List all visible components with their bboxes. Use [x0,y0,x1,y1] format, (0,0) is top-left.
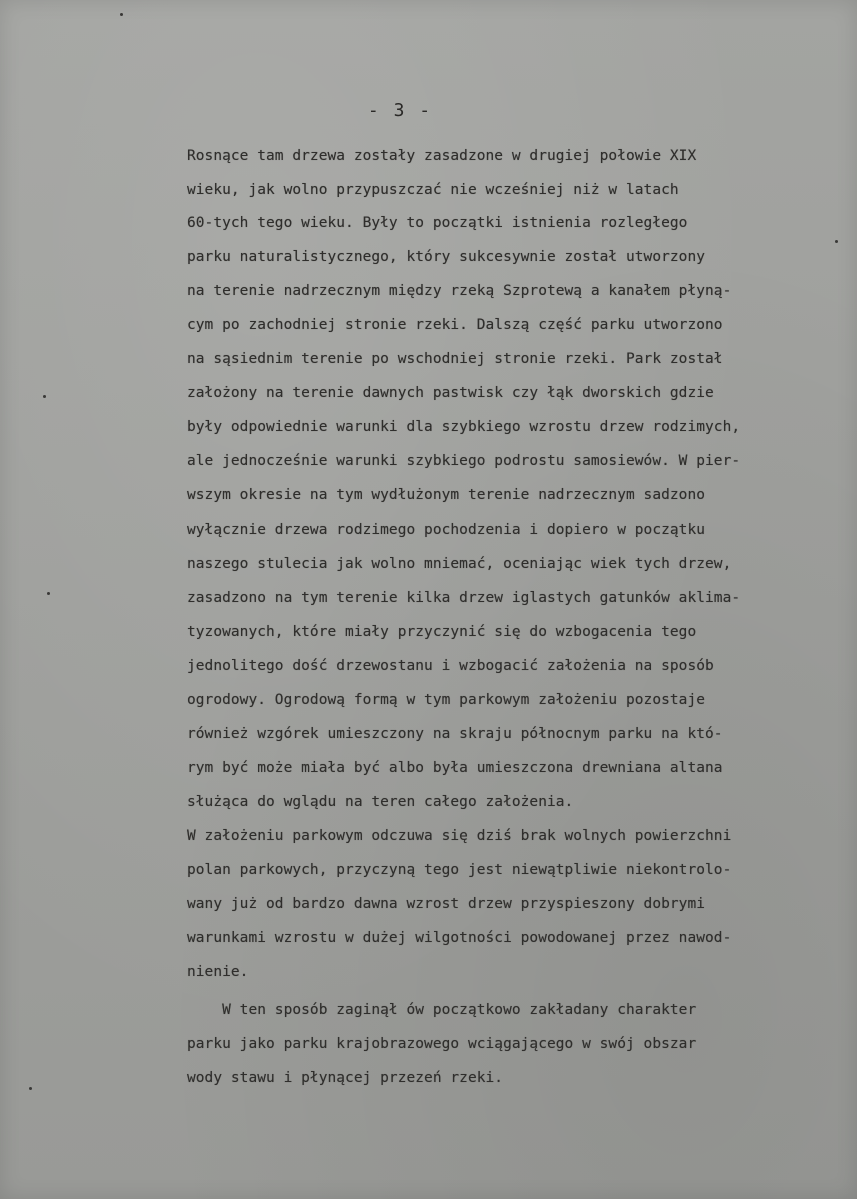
speck-mark [120,13,123,16]
text-line: W założeniu parkowym odczuwa się dziś brak wolnych powierzchni [187,828,732,844]
text-line: były odpowiednie warunki dla szybkiego wzrostu drzew rodzimych, [187,419,741,435]
text-line: 60-tych tego wieku. Były to początki istnienia rozległego [187,215,688,231]
text-line: cym po zachodniej stronie rzeki. Dalszą część parku utworzono [187,317,723,333]
text-line: wody stawu i płynącej przezeń rzeki. [187,1070,504,1086]
speck-mark [29,1087,32,1090]
text-line: na sąsiednim terenie po wschodniej stronie rzeki. Park został [187,351,723,367]
speck-mark [47,592,50,595]
text-line: również wzgórek umieszczony na skraju północnym parku na któ- [187,726,723,742]
text-line: wany już od bardzo dawna wzrost drzew przyspieszony dobrymi [187,896,706,912]
text-line: służąca do wglądu na teren całego założenia. [187,794,574,810]
text-line: na terenie nadrzecznym między rzeką Szprotewą a kanałem płyną- [187,283,732,299]
text-line: wyłącznie drzewa rodzimego pochodzenia i dopiero w początku [187,522,706,538]
text-line: Rosnące tam drzewa zostały zasadzone w drugiej połowie XIX [187,148,697,164]
text-line: polan parkowych, przyczyną tego jest niewątpliwie niekontrolo- [187,862,732,878]
text-line: W ten sposób zaginął ów początkowo zakładany charakter [187,1002,697,1018]
text-line: zasadzono na tym terenie kilka drzew iglastych gatunków aklima- [187,590,741,606]
page-number: - 3 - [367,100,433,121]
text-line: wszym okresie na tym wydłużonym terenie nadrzecznym sadzono [187,487,706,503]
speck-mark [835,240,838,243]
text-line: nienie. [187,964,249,980]
text-line: warunkami wzrostu w dużej wilgotności powodowanej przez nawod- [187,930,732,946]
text-line: jednolitego dość drzewostanu i wzbogacić założenia na sposób [187,658,714,674]
text-line: wieku, jak wolno przypuszczać nie wcześniej niż w latach [187,182,679,198]
text-line: ogrodowy. Ogrodową formą w tym parkowym założeniu pozostaje [187,692,706,708]
speck-mark [43,395,46,398]
text-line: założony na terenie dawnych pastwisk czy łąk dworskich gdzie [187,385,714,401]
text-line: tyzowanych, które miały przyczynić się do wzbogacenia tego [187,624,697,640]
text-line: rym być może miała być albo była umieszczona drewniana altana [187,760,723,776]
text-line: parku jako parku krajobrazowego wciągającego w swój obszar [187,1036,697,1052]
text-line: naszego stulecia jak wolno mniemać, oceniając wiek tych drzew, [187,556,732,572]
text-line: ale jednocześnie warunki szybkiego podrostu samosiewów. W pier- [187,453,741,469]
text-line: parku naturalistycznego, który sukcesywnie został utworzony [187,249,706,265]
